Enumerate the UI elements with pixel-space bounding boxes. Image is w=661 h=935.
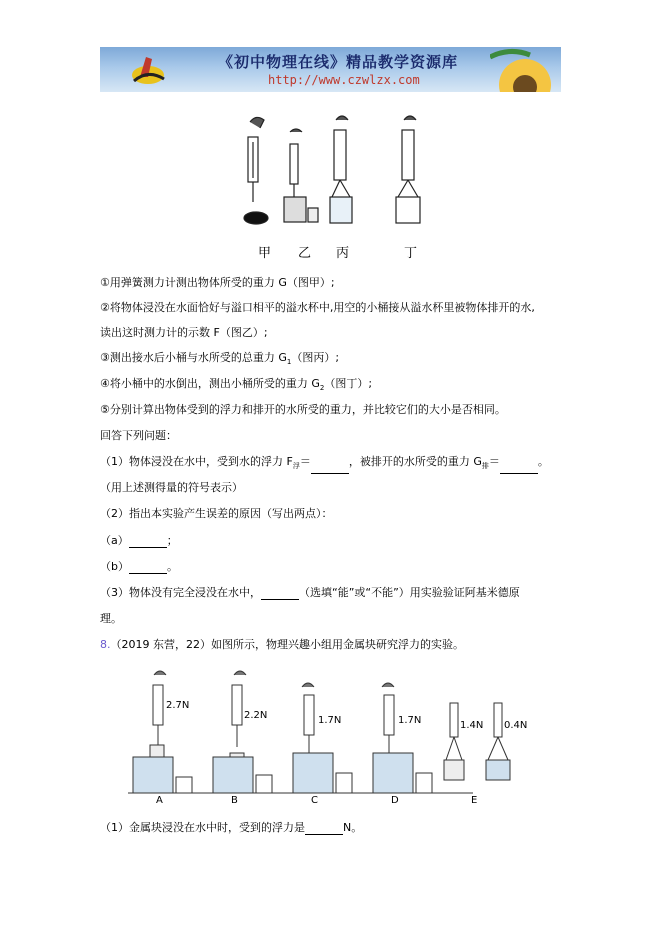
question-3: （3）物体没有完全浸没在水中， （选填“能”或“不能”）用实验验证阿基米德原 <box>100 586 520 599</box>
step-5: ⑤分别计算出物体受到的浮力和排开的水所受的重力，并比较它们的大小是否相同。 <box>100 403 506 416</box>
logo-icon <box>130 53 166 87</box>
figure-label-bing: 丙 <box>336 246 350 261</box>
answer-blank[interactable] <box>261 587 299 600</box>
buoyancy-experiment-diagram <box>128 665 548 795</box>
reading-e1: 1.4N <box>460 720 484 731</box>
figure-label-yi: 乙 <box>298 246 312 261</box>
figure-label-ding: 丁 <box>404 246 418 261</box>
step-1: ①用弹簧测力计测出物体所受的重力 G（图甲）; <box>100 276 335 289</box>
step-3: ③测出接水后小桶与水所受的总重力 $G_1$（图丙）; <box>100 351 340 367</box>
figure-letter-e: E <box>471 795 478 806</box>
question-2a: （a） ； <box>100 534 178 547</box>
reading-b: 2.2N <box>244 710 268 721</box>
step-4: ④将小桶中的水倒出，测出小桶所受的重力 $G_2$（图丁）; <box>100 377 373 393</box>
banner-title: 《初中物理在线》精品教学资源库 <box>218 53 459 71</box>
answer-blank[interactable] <box>500 461 538 474</box>
figure-letter-a: A <box>156 795 163 806</box>
answer-blank[interactable] <box>129 561 167 574</box>
sunflower-decoration-icon <box>490 47 560 92</box>
question-3-cont: 理。 <box>100 612 122 625</box>
problem-8: 8.（2019 东营，22）如图所示，物理兴趣小组用金属块研究浮力的实验。 <box>100 638 464 651</box>
reading-c: 1.7N <box>318 715 342 726</box>
question-2b: （b） 。 <box>100 560 178 573</box>
question-2: （2）指出本实验产生误差的原因（写出两点）： <box>100 507 333 520</box>
reading-e2: 0.4N <box>504 720 528 731</box>
answer-blank[interactable] <box>305 822 343 835</box>
answer-blank[interactable] <box>129 535 167 548</box>
figure-label-jia: 甲 <box>258 246 272 261</box>
final-question: （1）金属块浸没在水中时，受到的浮力是 N。 <box>100 821 363 834</box>
question-1-note: （用上述测得量的符号表示） <box>100 481 243 494</box>
figure-2 <box>128 665 548 810</box>
figure-1 <box>228 112 428 262</box>
answer-blank[interactable] <box>311 461 349 474</box>
step-2-cont: 读出这时测力计的示数 F（图乙）; <box>100 326 268 339</box>
reading-d: 1.7N <box>398 715 422 726</box>
reading-a: 2.7N <box>166 700 190 711</box>
figure-letter-d: D <box>391 795 399 806</box>
header-banner <box>100 47 561 92</box>
figure-letter-c: C <box>311 795 318 806</box>
question-1: （1）物体浸没在水中，受到水的浮力 $F_浮=$ ，被排开的水所受的重力 $G_排=$ 。 <box>100 454 549 474</box>
step-2: ②将物体浸没在水面恰好与溢口相平的溢水杯中,用空的小桶接从溢水杯里被物体排开的水, <box>100 301 535 314</box>
figure-letter-b: B <box>231 795 238 806</box>
spring-scale-diagram <box>228 112 428 242</box>
banner-url: http://www.czwlzx.com <box>268 73 420 87</box>
questions-intro: 回答下列问题： <box>100 429 177 442</box>
